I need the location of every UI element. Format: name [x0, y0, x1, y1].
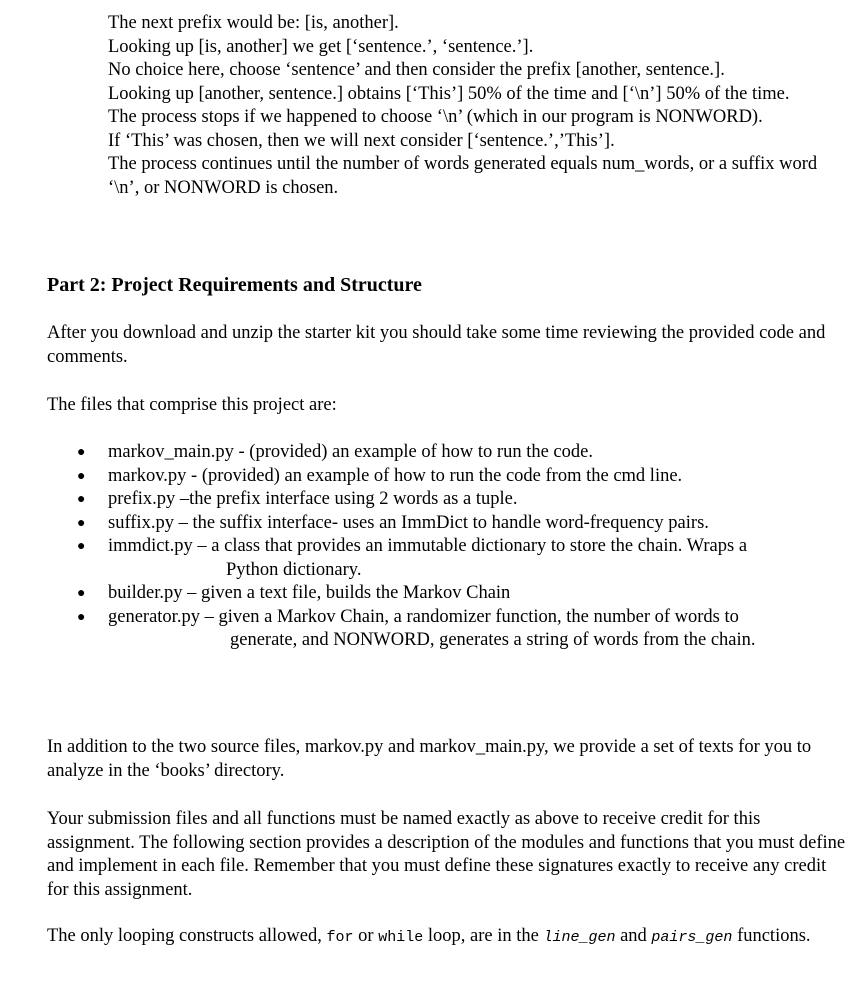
- bullet-icon: ●: [77, 609, 86, 625]
- text-span: and: [615, 926, 652, 946]
- intro-line: The process stops if we happened to choose ‘\n’ (which in our program is NONWORD).: [108, 107, 763, 127]
- list-item: [0, 512, 828, 536]
- list-item: [0, 441, 828, 465]
- intro-line: Looking up [is, another] we get [‘sentence.’, ‘sentence.’].: [108, 36, 534, 57]
- text-span: functions.: [732, 926, 811, 946]
- bullet-icon: ●: [77, 515, 86, 531]
- list-item-text: markov_main.py - (provided) an example of how to run the code.: [108, 442, 593, 462]
- file-list: [0, 441, 864, 653]
- code-while: while: [378, 929, 424, 946]
- bullet-icon: ●: [77, 586, 86, 601]
- list-item: [0, 606, 828, 653]
- list-item: [0, 465, 828, 489]
- list-item: [0, 535, 828, 582]
- intro-line: Looking up [another, sentence.] obtains [‘This’] 50% of the time and [‘\n’] 50% of the time.: [108, 83, 790, 104]
- paragraph-looping: [47, 925, 847, 950]
- bullet-icon: ●: [77, 492, 86, 507]
- list-item: [0, 582, 828, 606]
- paragraph-starter-kit: After you download and unzip the starter kit you should take some time reviewing the provided code and comments.: [47, 323, 826, 367]
- list-item-text: prefix.py –the prefix interface using 2 words as a tuple.: [108, 489, 518, 509]
- intro-line: If ‘This’ was chosen, then we will next consider [‘sentence.’,’This’].: [108, 130, 615, 151]
- bullet-icon: ●: [77, 445, 86, 460]
- text-span: loop, are in the: [423, 926, 544, 946]
- list-item-text: markov.py - (provided) an example of how to run the code from the cmd line.: [108, 465, 683, 486]
- intro-block: [108, 12, 843, 200]
- code-for: for: [326, 929, 354, 946]
- intro-line: No choice here, choose ‘sentence’ and then consider the prefix [another, sentence.].: [108, 60, 725, 80]
- list-item-text: generator.py – given a Markov Chain, a randomizer function, the number of words to: [108, 606, 739, 627]
- text-span: or: [353, 926, 379, 946]
- paragraph-files-intro: The files that comprise this project are:: [47, 395, 337, 415]
- intro-line: The next prefix would be: [is, another].: [108, 13, 399, 33]
- text-span: The only looping constructs allowed,: [47, 926, 327, 946]
- paragraph-submission: Your submission files and all functions must be named exactly as above to receive credit for this assignment. The following section provides a description of the modules and functions that you must define and implement in each file. Remember that you must define these signatures exactly to receive any credit for this assignment.: [47, 809, 846, 900]
- code-pairs-gen: pairs_gen: [651, 929, 733, 946]
- code-line-gen: line_gen: [543, 929, 616, 946]
- list-item: [0, 488, 828, 512]
- list-item-continuation: generate, and NONWORD, generates a string of words from the chain.: [230, 630, 756, 650]
- bullet-icon: ●: [77, 539, 86, 554]
- section-heading: Part 2: Project Requirements and Structure: [47, 274, 422, 296]
- paragraph-source-files: In addition to the two source files, markov.py and markov_main.py, we provide a set of texts for you to analyze in the ‘books’ directory.: [47, 737, 812, 781]
- list-item-continuation: Python dictionary.: [226, 559, 362, 580]
- list-item-text: builder.py – given a text file, builds the Markov Chain: [108, 583, 511, 603]
- bullet-icon: ●: [77, 468, 86, 484]
- list-item-text: suffix.py – the suffix interface- uses an ImmDict to handle word-frequency pairs.: [108, 512, 709, 533]
- intro-line: The process continues until the number of words generated equals num_words, or a suffix word ‘\n’, or NONWORD is chosen.: [108, 154, 818, 198]
- list-item-text: immdict.py – a class that provides an immutable dictionary to store the chain. Wraps a: [108, 536, 748, 556]
